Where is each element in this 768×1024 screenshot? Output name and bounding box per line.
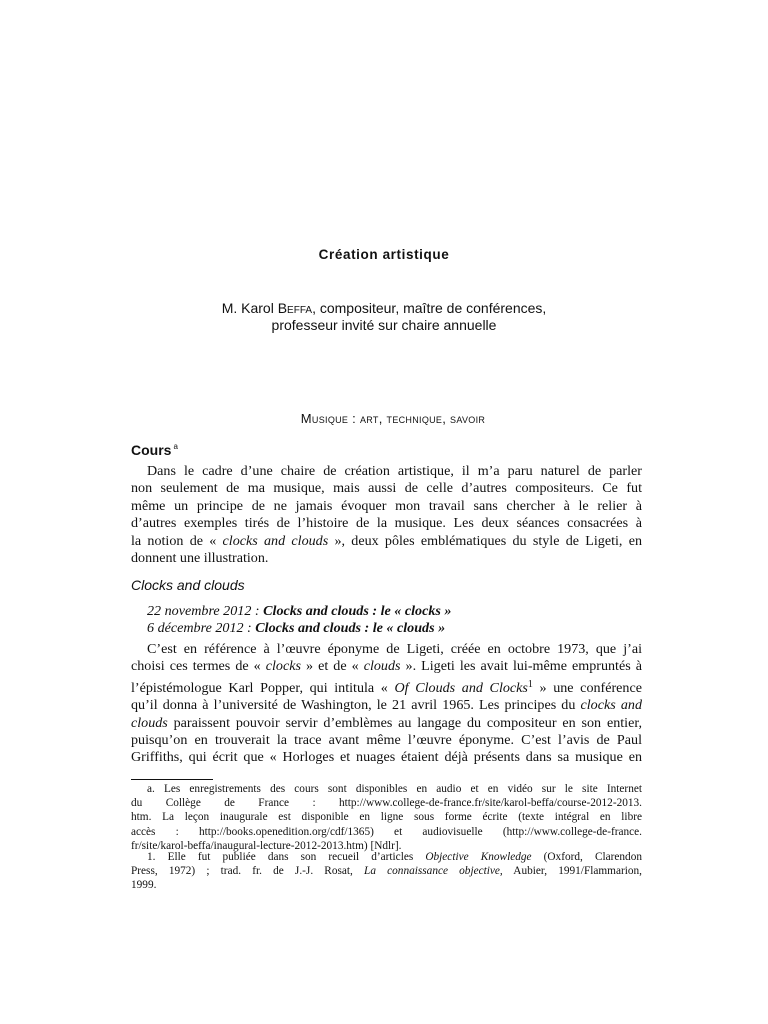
cours-heading xyxy=(131,442,178,458)
footnote-line xyxy=(131,850,642,864)
text-fragment: ». Ligeti les avait lui-même empruntés à xyxy=(400,658,642,675)
session-title: Clocks and clouds : le « clouds » xyxy=(255,620,446,637)
session-item xyxy=(147,620,451,637)
text-line: donnent une illustration. xyxy=(131,550,269,567)
text-line: d’autres exemples tirés de l’histoire de la musique. Les deux séances consacrées à xyxy=(131,515,642,532)
text-fragment: » et de « xyxy=(300,658,364,675)
text-line: Griffiths, qui écrit que « Horloges et nuages étaient déjà présents dans sa musique en xyxy=(131,749,642,766)
text-line xyxy=(131,715,642,732)
footnote-mark-1: 1 xyxy=(527,678,533,690)
author-surname: Beffa xyxy=(277,300,313,316)
session-item xyxy=(147,603,451,620)
italic-term: clocks and clouds xyxy=(222,532,329,549)
author-role: , compositeur, maître de conférences, xyxy=(312,300,547,316)
italic-term: clouds xyxy=(363,658,401,675)
footnote-1 xyxy=(131,850,642,893)
text-line: C’est en référence à l’œuvre éponyme de Ligeti, créée en octobre 1973, que j’ai xyxy=(147,641,642,657)
author-line-2: professeur invité sur chaire annuelle xyxy=(271,317,497,333)
footnote-divider xyxy=(131,779,213,780)
text-line xyxy=(131,676,642,697)
session-title: Clocks and clouds : le « clocks » xyxy=(263,603,452,619)
footnote-line: accès : http://books.openedition.org/cdf/1365) et audiovisuelle (http://www.college-de-france. xyxy=(131,825,642,838)
author-line-1 xyxy=(0,300,768,316)
section-heading: Musique : art, technique, savoir xyxy=(300,411,486,426)
footnote-a xyxy=(131,782,642,853)
text-line: puisqu’on en trouverait la trace avant même l’œuvre éponyme. C’est l’avis de Paul xyxy=(131,732,642,749)
session-date: 22 novembre 2012 : xyxy=(147,603,264,619)
text-fragment: Press, 1972) ; trad. fr. de J.-J. Rosat, xyxy=(131,865,365,878)
text-fragment: qu’il donna à l’université de Washington, le 21 avril 1965. Les principes du xyxy=(131,697,581,714)
footnote-line: du Collège de France : http://www.college-de-france.fr/site/karol-beffa/course-2012-2013. xyxy=(131,797,642,810)
session-date: 6 décembre 2012 : xyxy=(147,620,256,637)
text-fragment: », deux pôles emblématiques du style de Ligeti, en xyxy=(328,532,642,549)
text-fragment: la notion de « xyxy=(131,532,223,549)
text-line xyxy=(131,697,642,714)
footnote-line: fr/site/karol-beffa/inaugural-lecture-2012-2013.htm) [Ndlr]. xyxy=(131,839,402,852)
subheading: Clocks and clouds xyxy=(131,577,245,593)
footnote-line: 1999. xyxy=(131,879,157,892)
footnote-line xyxy=(131,864,642,878)
footnote-mark-a: a xyxy=(173,442,178,451)
text-line: non seulement de ma musique, mais aussi de celle d’autres compositeurs. Ce fut xyxy=(131,480,642,497)
author-prefix: M. Karol xyxy=(221,300,278,316)
text-line: même un principe de ne jamais évoquer mon travail sans chercher à le relier à xyxy=(131,497,642,514)
cours-label: Cours xyxy=(131,442,172,458)
text-fragment: 1. Elle fut publiée dans son recueil d’articles xyxy=(147,851,426,863)
text-line: Dans le cadre d’une chaire de création artistique, il m’a paru naturel de parler xyxy=(147,463,642,479)
text-fragment: Aubier, 1991/Flammarion, xyxy=(502,865,642,878)
italic-term: clocks xyxy=(265,658,301,675)
italic-title: Objective Knowledge xyxy=(425,851,532,863)
paragraph-intro xyxy=(131,463,642,567)
text-fragment: l’épistémologue Karl Popper, qui intitula « xyxy=(131,679,395,696)
page-title: Création artistique xyxy=(318,247,450,262)
paragraph-body xyxy=(131,641,642,767)
text-fragment: » une conférence xyxy=(532,679,642,696)
footnote-line: htm. La leçon inaugurale est disponible en ligne sous forme écrite (texte intégral en libre xyxy=(131,811,642,824)
text-fragment: choisi ces termes de « xyxy=(131,658,266,675)
footnote-line: a. Les enregistrements des cours sont disponibles en audio et en vidéo sur le site Internet xyxy=(147,783,642,795)
session-list xyxy=(147,603,451,638)
italic-term: clouds xyxy=(131,714,168,731)
text-line xyxy=(131,533,642,550)
italic-term: Of Clouds and Clocks xyxy=(394,679,528,696)
text-fragment: paraissent pouvoir servir d’emblèmes au langage du compositeur en son entier, xyxy=(167,714,642,731)
italic-title: La connaissance objective, xyxy=(364,865,503,878)
text-line xyxy=(131,658,642,675)
italic-term: clocks and xyxy=(580,697,642,714)
text-fragment: (Oxford, Clarendon xyxy=(531,851,642,863)
